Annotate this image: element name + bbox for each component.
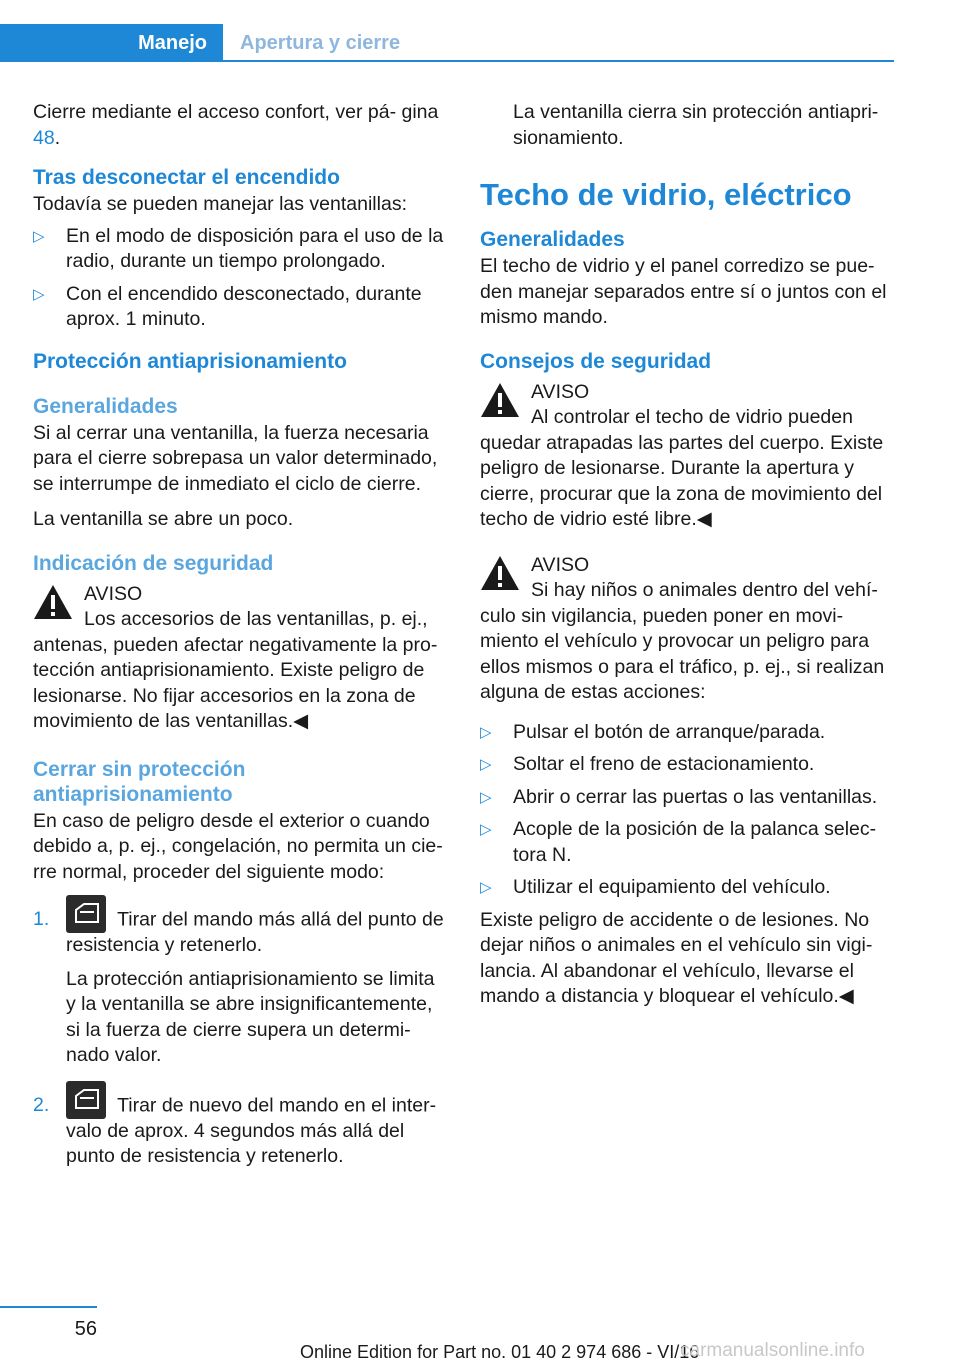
window-switch-icon [66, 1081, 106, 1119]
general-text: Si al cerrar una ventanilla, la fuerza necesaria para el cierre sobrepasa un valor determinado, se interrumpe de inmediato el ciclo de cierre. [33, 421, 438, 495]
general-text-2: La ventanilla se abre un poco. [33, 508, 294, 530]
header-rule [0, 60, 894, 62]
bullet-triangle-icon: ▷ [480, 788, 492, 806]
list-item: ▷ Abrir o cerrar las puertas o las ventanillas. [480, 785, 895, 811]
heading-after-off: Tras desconectar el encendido [33, 166, 340, 189]
warning-title: AVISO [531, 380, 590, 403]
final-text: Existe peligro de accidente o de lesiones. No dejar niños o animales en el vehículo sin vigi‐ lancia. Al abandonar el vehículo, llevarse el mando a distancia y bloquear el vehículo.◀ [480, 908, 873, 1007]
warning-title: AVISO [84, 582, 143, 605]
warning-triangle-icon [33, 584, 73, 620]
bullet-triangle-icon: ▷ [33, 285, 45, 303]
bullet-triangle-icon: ▷ [480, 756, 492, 773]
bullet-triangle-icon: ▷ [33, 227, 45, 245]
after-off-list [33, 224, 448, 333]
page-number: 56 [74, 1318, 97, 1340]
list-item: ▷ Con el encendido desconectado, durante aprox. 1 minuto. [33, 282, 422, 330]
steps-list [33, 895, 448, 1170]
step-number: 1. [33, 908, 50, 930]
warning-triangle-icon [480, 382, 520, 418]
warning-block [33, 582, 448, 735]
general-text: El techo de vidrio y el panel corredizo se pue‐ den manejar separados entre sí o juntos con el mismo mando. [480, 255, 887, 328]
bullet-triangle-icon: ▷ [480, 879, 492, 896]
page-footer [0, 1300, 960, 1362]
warning-block [480, 553, 895, 706]
left-column [33, 100, 448, 1182]
bullet-triangle-icon: ▷ [480, 821, 492, 838]
page-header [0, 0, 960, 62]
warning-text: Si hay niños o animales dentro del vehí‐ culo sin vigilancia, pueden poner en movi‐ miento el vehículo y provocar un peligro para ellos mismos o para el tráfico, p. ej., si realizan alguna de estas acciones: [480, 579, 885, 703]
actions-list [480, 720, 895, 901]
after-off-text: Todavía se pueden manejar las ventanillas: [33, 193, 407, 215]
step-item: 1. Tirar del mando más allá del punto de resistencia y retenerlo. La protección antiaprisionamiento se limita y la ventanilla se abre insignificantemente, si la fuerza de cierre supera un determi‐ nado valor. [33, 895, 448, 1069]
list-item: ▷ Soltar el freno de estacionamiento. [480, 752, 895, 778]
list-item: ▷ En el modo de disposición para el uso de la radio, durante un tiempo prolongado. [33, 224, 444, 272]
warning-text: Al controlar el techo de vidrio pueden quedar atrapadas las partes del cuerpo. Existe peligro de lesionarse. Durante la apertura y cierre, procurar que la zona de movimiento del techo de vidrio esté libre.◀ [480, 406, 884, 530]
edition-text: Online Edition for Part no. 01 40 2 974 686 - VI/16 [300, 1342, 700, 1362]
heading-roof: Techo de vidrio, eléctrico [480, 177, 852, 212]
section-tab-inactive[interactable]: Apertura y cierre [240, 31, 401, 54]
warning-title: AVISO [531, 553, 590, 576]
intro-paragraph: Cierre mediante el acceso confort, ver pá‐ gina 48. [33, 101, 439, 149]
continued-text: La ventanilla cierra sin protección antiapri‐ sionamiento. [513, 101, 879, 149]
right-column [480, 100, 895, 1020]
page-link[interactable]: 48 [33, 126, 55, 149]
heading-close-without: Cerrar sin protección antiaprisionamiento [33, 757, 246, 806]
warning-triangle-icon [480, 555, 520, 591]
heading-general: Generalidades [480, 228, 625, 251]
heading-general: Generalidades [33, 394, 178, 418]
list-item: ▷ Acople de la posición de la palanca selec‐ tora N. [480, 818, 877, 866]
heading-tips: Consejos de seguridad [480, 349, 712, 373]
step-number: 2. [33, 1093, 50, 1116]
heading-safety: Indicación de seguridad [33, 551, 274, 575]
section-tab-active[interactable]: Manejo [0, 24, 223, 62]
list-item: ▷ Pulsar el botón de arranque/parada. [480, 720, 895, 746]
warning-text: Los accesorios de las ventanillas, p. ej., antenas, pueden afectar negativamente la pro‐ tección antiaprisionamiento. Existe peligro de lesionarse. No fijar accesorios en la zona de movimiento de las ventanillas.◀ [33, 608, 438, 732]
step-item: 2. Tirar de nuevo del mando en el inter‐ valo de aprox. 4 segundos más allá del punto de resistencia y retenerlo. [33, 1081, 448, 1170]
warning-block [480, 380, 895, 533]
watermark: carmanualsonline.info [680, 1340, 865, 1361]
bullet-triangle-icon: ▷ [480, 723, 492, 741]
heading-protection: Protección antiaprisionamiento [33, 349, 347, 373]
list-item: ▷ Utilizar el equipamiento del vehículo. [480, 875, 895, 901]
window-switch-icon [66, 895, 106, 933]
footer-rule [0, 1306, 97, 1308]
close-text: En caso de peligro desde el exterior o cuando debido a, p. ej., congelación, no permita un cie‐ rre normal, proceder del siguiente modo: [33, 809, 443, 883]
step-subtext: La protección antiaprisionamiento se limita y la ventanilla se abre insignificantemente, si la fuerza de cierre supera un determi‐ nado valor. [66, 967, 435, 1066]
